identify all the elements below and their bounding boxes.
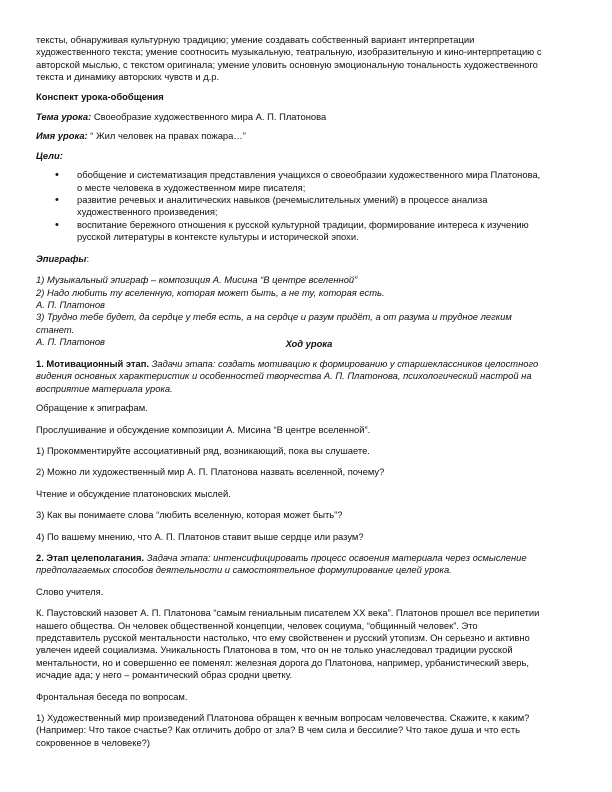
topic-value: Своеобразие художественного мира А. П. Платонова — [91, 111, 327, 123]
stage2-paragraph — [36, 552, 542, 577]
stage1-para: Обращение к эпиграфам. — [36, 402, 148, 414]
goal-item: • обобщение и систематизация представления учащихся о своеобразии художественного мира Платонова, о месте человека в художественном мире писателя; — [77, 169, 542, 194]
goal-item: • развитие речевых и аналитических навыков (речемыслительных умений) в процессе анализа художественного произведения; — [77, 194, 542, 219]
stage1-question: 4) По вашему мнению, что А. П. Платонов ставит выше сердце или разум? — [36, 530, 364, 542]
stage2-para: Фронтальная беседа по вопросам. — [36, 690, 188, 702]
stage2-question: 1) Художественный мир произведений Платонова обращен к вечным вопросам человечества. Скажите, к каким? (Например: Что такое счастье? Как отличить добро от зла? В чем сила и бессилие? Что такое душа и что есть сокровенное в человеке?) — [36, 712, 530, 748]
epigraph-line: 3) Трудно тебе будет, да сердце у тебя есть, а на сердце и разум придёт, а от разума и трудное легким станет. — [36, 311, 512, 335]
stage1-title: 1. Мотивационный этап. — [36, 357, 150, 369]
goal-item: • воспитание бережного отношения к русской культурной традиции, формирование интереса к изучению русской литературы в контексте культуры и исторической эпохи. — [77, 219, 542, 244]
stage1-paragraph — [36, 358, 542, 395]
lesson-name-label: Имя урока: — [36, 130, 88, 142]
topic-line — [36, 111, 542, 123]
stage1-para: Прослушивание и обсуждение композиции А. Мисина “В центре вселенной”. — [36, 423, 371, 435]
epigraph-line: 1) Музыкальный эпиграф – композиция А. Мисина “В центре вселенной” — [36, 274, 358, 286]
epigraphs-label: Эпиграфы — [36, 252, 87, 264]
lesson-name-line — [36, 130, 542, 142]
topic-label: Тема урока: — [36, 111, 92, 123]
stage1-question: 2) Можно ли художественный мир А. П. Платонова назвать вселенной, почему? — [36, 466, 385, 478]
stage2-para: К. Паустовский назовет А. П. Платонова “самым гениальным писателем ХХ века”. Платонов прошел все перипетии нашего общества. Он человек общественной концепции, человек социума, “общинный человек”. Это представитель русской ментальности настолько, что ему свойственен и русский утопизм. Он серьезно и активно увлечен идеей социализма. Уникальность Платонова в том, что он не только унаследовал традиции русской ментальности, но и совершенно ее поменял: железная дорога до Платонова, например, урбанистический зверь, исчадие ада; у него – романтический образ сродни цветку. — [36, 607, 540, 681]
stage2-title: 2. Этап целеполагания. — [36, 552, 145, 563]
epigraph-author: А. П. Платонов — [36, 298, 105, 310]
stage2-para: Слово учителя. — [36, 585, 104, 597]
stage2-task: Задача этапа: интенсифицировать процесс освоения материала через осмысление предполагаемых способов деятельности и самостоятельное формулирование целей урока. — [36, 552, 527, 576]
epigraphs-heading — [36, 253, 542, 265]
epigraphs-colon: : — [86, 252, 90, 264]
stage1-question: 1) Прокомментируйте ассоциативный ряд, возникающий, пока вы слушаете. — [36, 444, 370, 456]
goals-list — [36, 169, 542, 243]
lesson-name-value: “ Жил человек на правах пожара…” — [87, 130, 246, 142]
epigraph-author: А. П. Платонов — [36, 336, 105, 348]
stage1-para: Чтение и обсуждение платоновских мыслей. — [36, 487, 231, 499]
stage1-question: 3) Как вы понимаете слова “любить вселенную, которая может быть”? — [36, 509, 343, 521]
course-heading: Ход урока — [285, 337, 333, 349]
epigraph-line: 2) Надо любить ту вселенную, которая может быть, а не ту, которая есть. — [36, 286, 385, 298]
stage1-task: Задачи этапа: создать мотивацию к формированию у старшеклассников целостного видения основных характеристик и особенностей творчества А. П. Платонова, психологический настрой на восприятие материала урока. — [36, 357, 539, 394]
goals-label: Цели: — [36, 149, 63, 161]
summary-heading: Конспект урока-обобщения — [36, 90, 164, 102]
intro-paragraph: тексты, обнаруживая культурную традицию; умение создавать собственный вариант интерпретации художественного текста; умение соотносить музыкальную, театральную, изобразительную и кино-интерпретацию с авторской мыслью, с текстом оригинала; умение уловить основную эмоциональную тональность художественного текста и динамику авторских чувств и д.р. — [36, 34, 542, 83]
